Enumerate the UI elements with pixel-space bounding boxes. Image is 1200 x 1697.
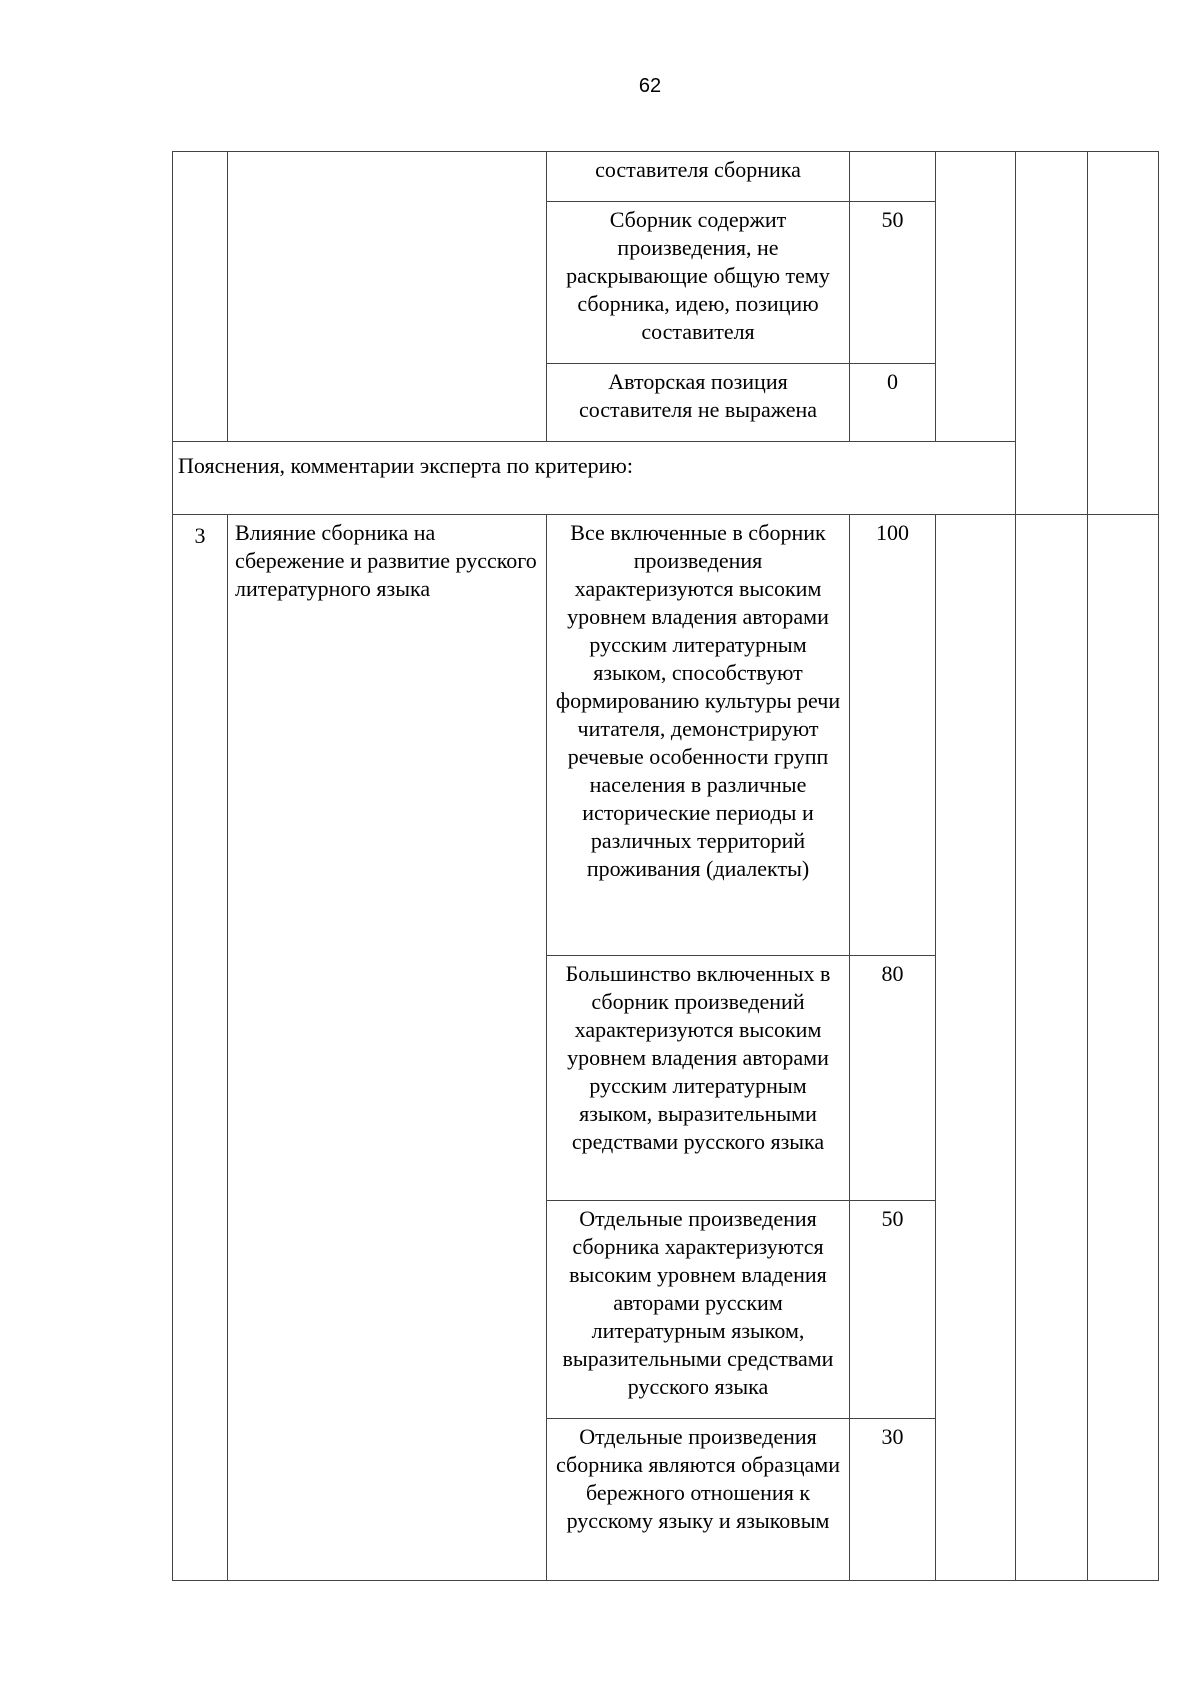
description-cell: Все включенные в сборник произведения характеризуются высоким уровнем владения авторами русским литературным языком, способствуют формированию культуры речи читателя, демонстрируют речевые особенности групп населения в различные исторические периоды и различных территорий проживания (диалекты) xyxy=(547,515,850,956)
description-cell: Отдельные произведения сборника характеризуются высоким уровнем владения авторами русским литературным языком, выразительными средствами русского языка xyxy=(547,1201,850,1419)
expert-score-cell xyxy=(936,515,1016,1581)
score-cell: 100 xyxy=(850,515,936,956)
table-row xyxy=(173,152,1159,202)
description-cell: составителя сборника xyxy=(547,152,850,202)
blank-column-cell xyxy=(1088,152,1159,515)
blank-column-cell xyxy=(1016,152,1088,515)
description-cell: Сборник содержит произведения, не раскрывающие общую тему сборника, идею, позицию составителя xyxy=(547,202,850,364)
page-number: 62 xyxy=(638,75,662,97)
description-cell: Отдельные произведения сборника являются образцами бережного отношения к русскому языку и языковым xyxy=(547,1419,850,1581)
score-cell: 50 xyxy=(850,202,936,364)
expert-comment-label: Пояснения, комментарии эксперта по критерию: xyxy=(173,442,1016,515)
score-cell: 0 xyxy=(850,364,936,442)
description-cell: Большинство включенных в сборник произведений характеризуются высоким уровнем владения авторами русским литературным языком, выразительными средствами русского языка xyxy=(547,956,850,1201)
score-cell: 50 xyxy=(850,1201,936,1419)
expert-score-cell xyxy=(936,152,1016,442)
score-cell: 80 xyxy=(850,956,936,1201)
blank-column-cell xyxy=(1016,515,1088,1581)
criterion-name-cell: Влияние сборника на сбережение и развитие русского литературного языка xyxy=(228,515,547,1581)
score-cell: 30 xyxy=(850,1419,936,1581)
description-cell: Авторская позиция составителя не выражена xyxy=(547,364,850,442)
criterion-name-cell xyxy=(228,152,547,442)
score-cell xyxy=(850,152,936,202)
criterion-number-cell: 3 xyxy=(173,515,228,1581)
expert-comment-row xyxy=(173,442,1159,515)
criterion-number-cell xyxy=(173,152,228,442)
table-row xyxy=(173,515,1159,956)
criteria-table xyxy=(172,151,1159,1581)
blank-column-cell xyxy=(1088,515,1159,1581)
